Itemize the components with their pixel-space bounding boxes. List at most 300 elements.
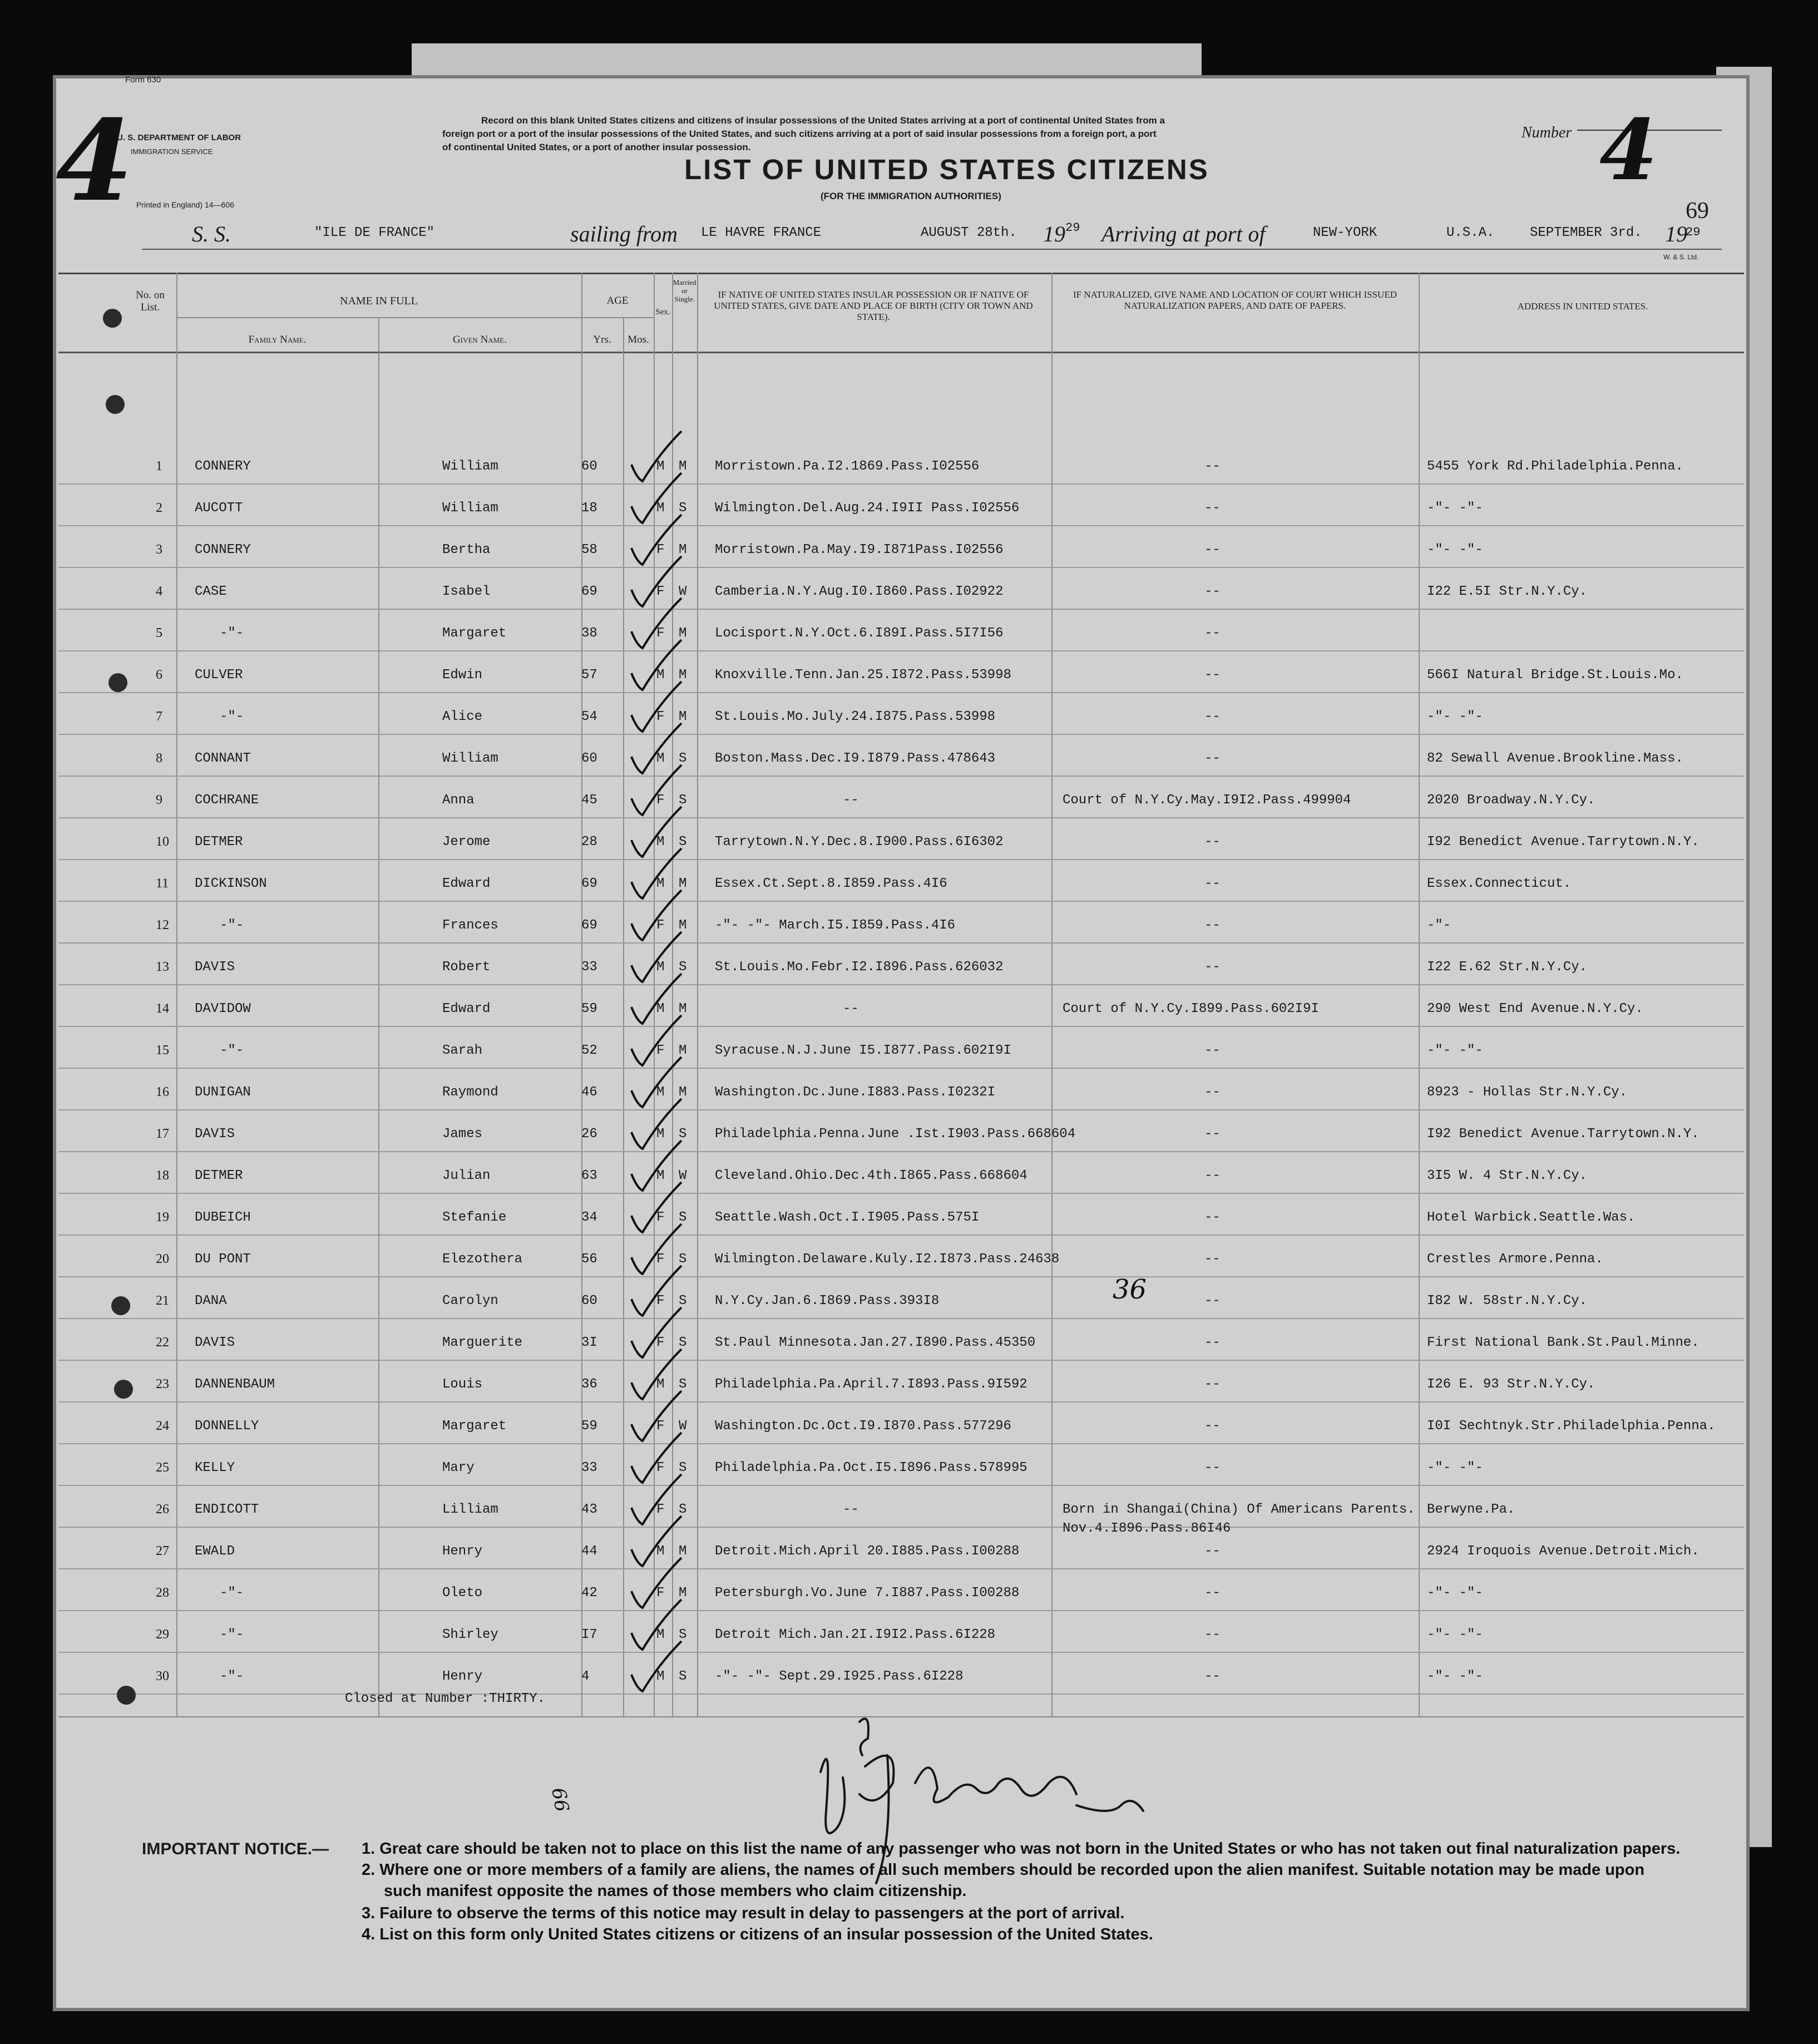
header-sex: Sex. — [655, 308, 670, 317]
row-rule — [58, 1694, 1744, 1695]
naturalization-continued: Nov.4.I896.Pass.86I46 — [1063, 1521, 1231, 1536]
birth-place: N.Y.Cy.Jan.6.I869.Pass.393I8 — [715, 1293, 940, 1309]
age-years: 60 — [581, 751, 597, 766]
given-name: Lilliam — [442, 1502, 498, 1517]
marital-status: S — [679, 1502, 687, 1517]
row-number: 11 — [156, 876, 169, 891]
row-number: 4 — [156, 584, 162, 599]
birth-place: St.Louis.Mo.Febr.I2.I896.Pass.626032 — [715, 960, 1004, 975]
row-number: 14 — [156, 1001, 169, 1016]
age-years: 69 — [581, 876, 597, 891]
address: -"- -"- — [1427, 709, 1483, 724]
naturalization: -- — [1204, 1460, 1221, 1475]
year-arrive: 29 — [1686, 225, 1701, 239]
naturalization: Court of N.Y.Cy.May.I9I2.Pass.499904 — [1063, 793, 1351, 808]
year-prefix-sail: 19 — [1043, 221, 1065, 246]
age-years: 69 — [581, 918, 597, 933]
header-yrs: Yrs. — [593, 334, 611, 345]
row-number: 16 — [156, 1085, 169, 1099]
sex: F — [656, 709, 665, 724]
age-years: 44 — [581, 1544, 597, 1559]
sex: M — [656, 835, 665, 850]
family-name: COCHRANE — [195, 793, 259, 808]
birth-place: Washington.Dc.June.I883.Pass.I0232I — [715, 1085, 996, 1100]
birth-place: Morristown.Pa.May.I9.I871Pass.I02556 — [715, 542, 1004, 557]
punch-hole — [114, 1380, 133, 1399]
record-text-line-2: foreign port or a port of the insular possessions of the United States, and such citizens arriving at a port of said insular possessions from a foreign port, a port — [442, 129, 1157, 139]
address: -"- — [1427, 918, 1451, 933]
age-years: 60 — [581, 459, 597, 474]
age-years: 28 — [581, 835, 597, 850]
row-number: 26 — [156, 1502, 169, 1517]
row-rule — [58, 483, 1744, 485]
punch-hole — [108, 673, 127, 692]
sex: M — [656, 751, 665, 766]
birth-place: -"- -"- March.I5.I859.Pass.4I6 — [715, 918, 956, 933]
row-number: 12 — [156, 918, 169, 932]
family-name: AUCOTT — [195, 501, 243, 516]
age-years: 56 — [581, 1252, 597, 1267]
row-number: 15 — [156, 1043, 169, 1058]
age-years: 38 — [581, 626, 597, 641]
given-name: Frances — [442, 918, 498, 933]
age-years: 59 — [581, 1419, 597, 1434]
sex: M — [656, 1001, 665, 1016]
col-divider-no — [176, 273, 177, 1716]
table-header-rule — [58, 352, 1744, 353]
name-age-subheader-rule — [176, 317, 654, 318]
row-number: 24 — [156, 1419, 169, 1433]
marital-status: M — [679, 542, 687, 557]
marital-status: S — [679, 793, 687, 808]
birth-place: -- — [843, 1001, 859, 1016]
birth-place: -- — [843, 1502, 859, 1517]
birth-place: Philadelphia.Pa.Oct.I5.I896.Pass.578995 — [715, 1460, 1027, 1475]
sex: F — [656, 626, 665, 641]
age-years: 18 — [581, 501, 597, 516]
notice-item-4: 4. List on this form only United States citizens or citizens of an insular possession of the United States. — [362, 1925, 1153, 1943]
address: I22 E.62 Str.N.Y.Cy. — [1427, 960, 1588, 975]
age-years: I7 — [581, 1627, 597, 1642]
number-label: Number — [1521, 124, 1572, 141]
department-label: U. S. DEPARTMENT OF LABOR — [117, 133, 241, 142]
given-name: Margaret — [442, 626, 507, 641]
sex: F — [656, 1502, 665, 1517]
ship-line-rule — [142, 249, 1722, 250]
row-rule — [58, 1401, 1744, 1403]
row-number: 25 — [156, 1460, 169, 1475]
sex: M — [656, 1168, 665, 1183]
marital-status: S — [679, 1210, 687, 1225]
given-name: William — [442, 459, 498, 474]
row-rule — [58, 1068, 1744, 1069]
sailing-date: AUGUST 28th. — [921, 225, 1017, 240]
naturalization: -- — [1204, 835, 1221, 850]
departure-port: LE HAVRE FRANCE — [701, 225, 822, 240]
birth-place: Detroit Mich.Jan.2I.I9I2.Pass.6I228 — [715, 1627, 996, 1642]
punch-hole — [106, 395, 125, 414]
row-number: 23 — [156, 1377, 169, 1391]
birth-place: Essex.Ct.Sept.8.I859.Pass.4I6 — [715, 876, 947, 891]
marital-status: W — [679, 1168, 687, 1183]
marital-status: S — [679, 1127, 687, 1142]
address: 8923 - Hollas Str.N.Y.Cy. — [1427, 1085, 1628, 1100]
address: I22 E.5I Str.N.Y.Cy. — [1427, 584, 1588, 599]
year-sail: 29 — [1065, 221, 1080, 235]
address: -"- -"- — [1427, 1586, 1483, 1601]
age-years: 42 — [581, 1586, 597, 1601]
service-label: IMMIGRATION SERVICE — [131, 147, 213, 156]
sex: F — [656, 1586, 665, 1601]
marital-status: S — [679, 1335, 687, 1350]
sex: F — [656, 1043, 665, 1058]
row-rule — [58, 1527, 1744, 1528]
birth-place: Morristown.Pa.I2.1869.Pass.I02556 — [715, 459, 980, 474]
header-birth-place: IF NATIVE OF UNITED STATES INSULAR POSSESSION OR IF NATIVE OF UNITED STATES, GIVE DATE AND PLACE OF BIRTH (CITY OR TOWN AND STATE). — [714, 289, 1033, 322]
family-name: -"- — [220, 626, 244, 641]
row-rule — [58, 1193, 1744, 1194]
header-married-single: Married or Single. — [673, 278, 696, 303]
marital-status: M — [679, 1085, 687, 1100]
family-name: CONNERY — [195, 542, 251, 557]
check-mark — [620, 1636, 687, 1697]
row-number: 2 — [156, 501, 162, 515]
table-top-rule — [58, 273, 1744, 274]
marital-status: M — [679, 459, 687, 474]
sex: F — [656, 1335, 665, 1350]
sex: F — [656, 793, 665, 808]
marital-status: M — [679, 668, 687, 683]
marital-status: S — [679, 1377, 687, 1392]
given-name: James — [442, 1127, 483, 1142]
given-name: Bertha — [442, 542, 491, 557]
marital-status: S — [679, 1293, 687, 1309]
given-name: Carolyn — [442, 1293, 498, 1309]
sex: F — [656, 1252, 665, 1267]
naturalization: -- — [1204, 1043, 1221, 1058]
birth-place: Camberia.N.Y.Aug.I0.I860.Pass.I02922 — [715, 584, 1004, 599]
address: 3I5 W. 4 Str.N.Y.Cy. — [1427, 1168, 1588, 1183]
naturalization: -- — [1204, 542, 1221, 557]
age-years: 43 — [581, 1502, 597, 1517]
age-years: 4 — [581, 1669, 590, 1684]
family-name: EWALD — [195, 1544, 235, 1559]
sex: M — [656, 501, 665, 516]
family-name: CONNERY — [195, 459, 251, 474]
naturalization: -- — [1204, 751, 1221, 766]
given-name: Edward — [442, 876, 491, 891]
sex: F — [656, 542, 665, 557]
row-rule — [58, 567, 1744, 568]
row-rule — [58, 609, 1744, 610]
family-name: DAVIS — [195, 1127, 235, 1142]
given-name: Jerome — [442, 835, 491, 850]
corner-page-number: 69 — [1686, 198, 1709, 224]
address: 82 Sewall Avenue.Brookline.Mass. — [1427, 751, 1683, 766]
margin-note: 36 — [1113, 1274, 1147, 1305]
notice-item-2-continued: such manifest opposite the names of those members who claim citizenship. — [384, 1882, 967, 1900]
sex: M — [656, 1377, 665, 1392]
family-name: DAVIS — [195, 1335, 235, 1350]
age-years: 33 — [581, 960, 597, 975]
row-rule — [58, 1568, 1744, 1569]
row-number: 22 — [156, 1335, 169, 1350]
given-name: Louis — [442, 1377, 483, 1392]
header-naturalization: IF NATURALIZED, GIVE NAME AND LOCATION OF COURT WHICH ISSUED NATURALIZATION PAPERS, AND DATE OF PAPERS. — [1073, 289, 1397, 311]
sex: M — [656, 1085, 665, 1100]
age-years: 26 — [581, 1127, 597, 1142]
sex: M — [656, 1627, 665, 1642]
family-name: CONNANT — [195, 751, 251, 766]
closed-at-note: Closed at Number :THIRTY. — [345, 1691, 546, 1706]
sex: F — [656, 584, 665, 599]
naturalization: -- — [1204, 1627, 1221, 1642]
given-name: Oleto — [442, 1586, 483, 1601]
family-name: CULVER — [195, 668, 243, 683]
sex: M — [656, 459, 665, 474]
birth-place: Locisport.N.Y.Oct.6.I89I.Pass.5I7I56 — [715, 626, 1004, 641]
marital-status: S — [679, 960, 687, 975]
family-name: DETMER — [195, 835, 243, 850]
marital-status: S — [679, 501, 687, 516]
punch-hole — [111, 1296, 130, 1315]
col-divider-married — [697, 273, 698, 1716]
marital-status: S — [679, 1460, 687, 1475]
birth-place: St.Louis.Mo.July.24.I875.Pass.53998 — [715, 709, 996, 724]
row-rule — [58, 984, 1744, 985]
birth-place: Wilmington.Del.Aug.24.I9II Pass.I02556 — [715, 501, 1020, 516]
naturalization: -- — [1204, 1586, 1221, 1601]
row-rule — [58, 942, 1744, 944]
given-name: Robert — [442, 960, 491, 975]
address: -"- -"- — [1427, 501, 1483, 516]
marital-status: M — [679, 1586, 687, 1601]
sex: M — [656, 876, 665, 891]
form-number: Form 630 — [125, 75, 161, 85]
col-divider-family — [378, 317, 379, 1716]
row-rule — [58, 1485, 1744, 1486]
age-years: 46 — [581, 1085, 597, 1100]
birth-place: Detroit.Mich.April 20.I885.Pass.I00288 — [715, 1544, 1020, 1559]
given-name: Elezothera — [442, 1252, 523, 1267]
birth-place: Philadelphia.Penna.June .Ist.I903.Pass.668604 — [715, 1127, 1076, 1142]
sex: M — [656, 668, 665, 683]
birth-place: Wilmington.Delaware.Kuly.I2.I873.Pass.24638 — [715, 1252, 1060, 1267]
family-name: -"- — [220, 1669, 244, 1684]
given-name: Anna — [442, 793, 475, 808]
address: Hotel Warbick.Seattle.Was. — [1427, 1210, 1636, 1225]
naturalization: -- — [1204, 1377, 1221, 1392]
naturalization: -- — [1204, 1210, 1221, 1225]
family-name: ENDICOTT — [195, 1502, 259, 1517]
age-years: 59 — [581, 1001, 597, 1016]
address: First National Bank.St.Paul.Minne. — [1427, 1335, 1700, 1350]
arriving-label: Arriving at port of — [1101, 221, 1266, 246]
marital-status: S — [679, 1252, 687, 1267]
birth-place: Seattle.Wash.Oct.I.I905.Pass.575I — [715, 1210, 980, 1225]
address: -"- -"- — [1427, 1669, 1483, 1684]
header-family-name: Family Name. — [248, 334, 307, 345]
family-name: DONNELLY — [195, 1419, 259, 1434]
naturalization: -- — [1204, 1127, 1221, 1142]
given-name: William — [442, 501, 498, 516]
row-number: 5 — [156, 626, 162, 640]
age-years: 63 — [581, 1168, 597, 1183]
given-name: Sarah — [442, 1043, 483, 1058]
given-name: Edward — [442, 1001, 491, 1016]
birth-place: Syracuse.N.J.June I5.I877.Pass.602I9I — [715, 1043, 1011, 1058]
row-rule — [58, 1151, 1744, 1152]
age-years: 33 — [581, 1460, 597, 1475]
header-age: AGE — [606, 295, 629, 307]
age-years: 52 — [581, 1043, 597, 1058]
address: 2924 Iroquois Avenue.Detroit.Mich. — [1427, 1544, 1700, 1559]
age-years: 45 — [581, 793, 597, 808]
punch-hole — [117, 1686, 136, 1705]
row-rule — [58, 1443, 1744, 1444]
age-years: 57 — [581, 668, 597, 683]
given-name: Henry — [442, 1669, 483, 1684]
arrival-port: NEW-YORK — [1313, 225, 1377, 240]
naturalization: -- — [1204, 668, 1221, 683]
arrival-country: U.S.A. — [1446, 225, 1495, 240]
row-rule — [58, 901, 1744, 902]
birth-place: Petersburgh.Vo.June 7.I887.Pass.I00288 — [715, 1586, 1020, 1601]
row-rule — [58, 1276, 1744, 1277]
naturalization: -- — [1204, 1419, 1221, 1434]
address: 290 West End Avenue.N.Y.Cy. — [1427, 1001, 1643, 1016]
naturalization: -- — [1204, 1168, 1221, 1183]
row-number: 19 — [156, 1210, 169, 1225]
row-number: 3 — [156, 542, 162, 557]
age-years: 34 — [581, 1210, 597, 1225]
given-name: Marguerite — [442, 1335, 523, 1350]
naturalization: -- — [1204, 1669, 1221, 1684]
address: I92 Benedict Avenue.Tarrytown.N.Y. — [1427, 1127, 1700, 1142]
naturalization: -- — [1204, 1293, 1221, 1309]
marital-status: W — [679, 584, 687, 599]
family-name: -"- — [220, 709, 244, 724]
marital-status: M — [679, 876, 687, 891]
given-name: Shirley — [442, 1627, 498, 1642]
row-number: 17 — [156, 1127, 169, 1141]
row-rule — [58, 734, 1744, 735]
age-years: 36 — [581, 1377, 597, 1392]
row-rule — [58, 1318, 1744, 1319]
address: -"- -"- — [1427, 1460, 1483, 1475]
notice-item-1: 1. Great care should be taken not to place on this list the name of any passenger who was not born in the United States or who has not taken out final naturalization papers. — [362, 1840, 1681, 1858]
header-no: No. on List. — [136, 289, 165, 313]
naturalization: -- — [1204, 709, 1221, 724]
family-name: CASE — [195, 584, 227, 599]
row-number: 20 — [156, 1252, 169, 1266]
family-name: -"- — [220, 1627, 244, 1642]
row-number: 1 — [156, 459, 162, 473]
row-number: 29 — [156, 1627, 169, 1642]
row-rule — [58, 859, 1744, 860]
row-rule — [58, 1026, 1744, 1027]
given-name: Edwin — [442, 668, 483, 683]
sex: F — [656, 1210, 665, 1225]
row-number: 7 — [156, 709, 162, 724]
family-name: DAVIS — [195, 960, 235, 975]
notice-label: IMPORTANT NOTICE.— — [142, 1840, 329, 1858]
row-number: 8 — [156, 751, 162, 766]
page-subtitle: (FOR THE IMMIGRATION AUTHORITIES) — [821, 191, 1001, 201]
manifest-sheet — [53, 75, 1750, 2011]
family-name: DICKINSON — [195, 876, 267, 891]
naturalization: -- — [1204, 501, 1221, 516]
address: -"- -"- — [1427, 1043, 1483, 1058]
handwritten-list-number: 4 — [56, 96, 134, 226]
family-name: KELLY — [195, 1460, 235, 1475]
col-divider-naturalized — [1419, 273, 1420, 1716]
notice-item-2: 2. Where one or more members of a family are aliens, the names of all such members should be recorded upon the alien manifest. Suitable notation may be made upon — [362, 1861, 1645, 1879]
sex: F — [656, 1293, 665, 1309]
address: Crestles Armore.Penna. — [1427, 1252, 1603, 1267]
address: Essex.Connecticut. — [1427, 876, 1572, 891]
handwritten-number-value: 4 — [1599, 101, 1658, 199]
row-number: 21 — [156, 1293, 169, 1308]
naturalization: Born in Shangai(China) Of Americans Parents. — [1063, 1502, 1415, 1517]
row-number: 10 — [156, 835, 169, 849]
given-name: Henry — [442, 1544, 483, 1559]
header-address: ADDRESS IN UNITED STATES. — [1517, 301, 1648, 312]
family-name: DANA — [195, 1293, 227, 1309]
given-name: Mary — [442, 1460, 475, 1475]
family-name: DU PONT — [195, 1252, 251, 1267]
family-name: -"- — [220, 918, 244, 933]
row-number: 6 — [156, 668, 162, 682]
address: Berwyne.Pa. — [1427, 1502, 1515, 1517]
address: I82 W. 58str.N.Y.Cy. — [1427, 1293, 1588, 1309]
naturalization: -- — [1204, 876, 1221, 891]
naturalization: -- — [1204, 918, 1221, 933]
naturalization: -- — [1204, 1085, 1221, 1100]
row-number: 28 — [156, 1586, 169, 1600]
address: 566I Natural Bridge.St.Louis.Mo. — [1427, 668, 1683, 683]
ship-name: "ILE DE FRANCE" — [314, 225, 435, 240]
row-number: 13 — [156, 960, 169, 974]
naturalization: -- — [1204, 1335, 1221, 1350]
address: 5455 York Rd.Philadelphia.Penna. — [1427, 459, 1683, 474]
sex: F — [656, 1419, 665, 1434]
marital-status: S — [679, 1627, 687, 1642]
birth-place: -- — [843, 793, 859, 808]
naturalization: -- — [1204, 1544, 1221, 1559]
family-name: DANNENBAUM — [195, 1377, 275, 1392]
given-name: Stefanie — [442, 1210, 507, 1225]
address: I92 Benedict Avenue.Tarrytown.N.Y. — [1427, 835, 1700, 850]
arrival-date: SEPTEMBER 3rd. — [1530, 225, 1642, 240]
family-name: DUBEICH — [195, 1210, 251, 1225]
row-number: 18 — [156, 1168, 169, 1183]
printed-note: Printed in England) 14—606 — [136, 200, 234, 209]
header-mos: Mos. — [628, 334, 649, 345]
naturalization: -- — [1204, 584, 1221, 599]
marital-status: M — [679, 1001, 687, 1016]
family-name: DAVIDOW — [195, 1001, 251, 1016]
sailing-label: sailing from — [570, 221, 678, 246]
age-years: 54 — [581, 709, 597, 724]
row-rule — [58, 1109, 1744, 1110]
sex: M — [656, 960, 665, 975]
family-name: DETMER — [195, 1168, 243, 1183]
age-years: 3I — [581, 1335, 597, 1350]
age-years: 60 — [581, 1293, 597, 1309]
record-text-line-1: Record on this blank United States citizens and citizens of insular possessions of the United States arriving at a port of continental United States from a — [481, 115, 1165, 126]
address: 2020 Broadway.N.Y.Cy. — [1427, 793, 1595, 808]
